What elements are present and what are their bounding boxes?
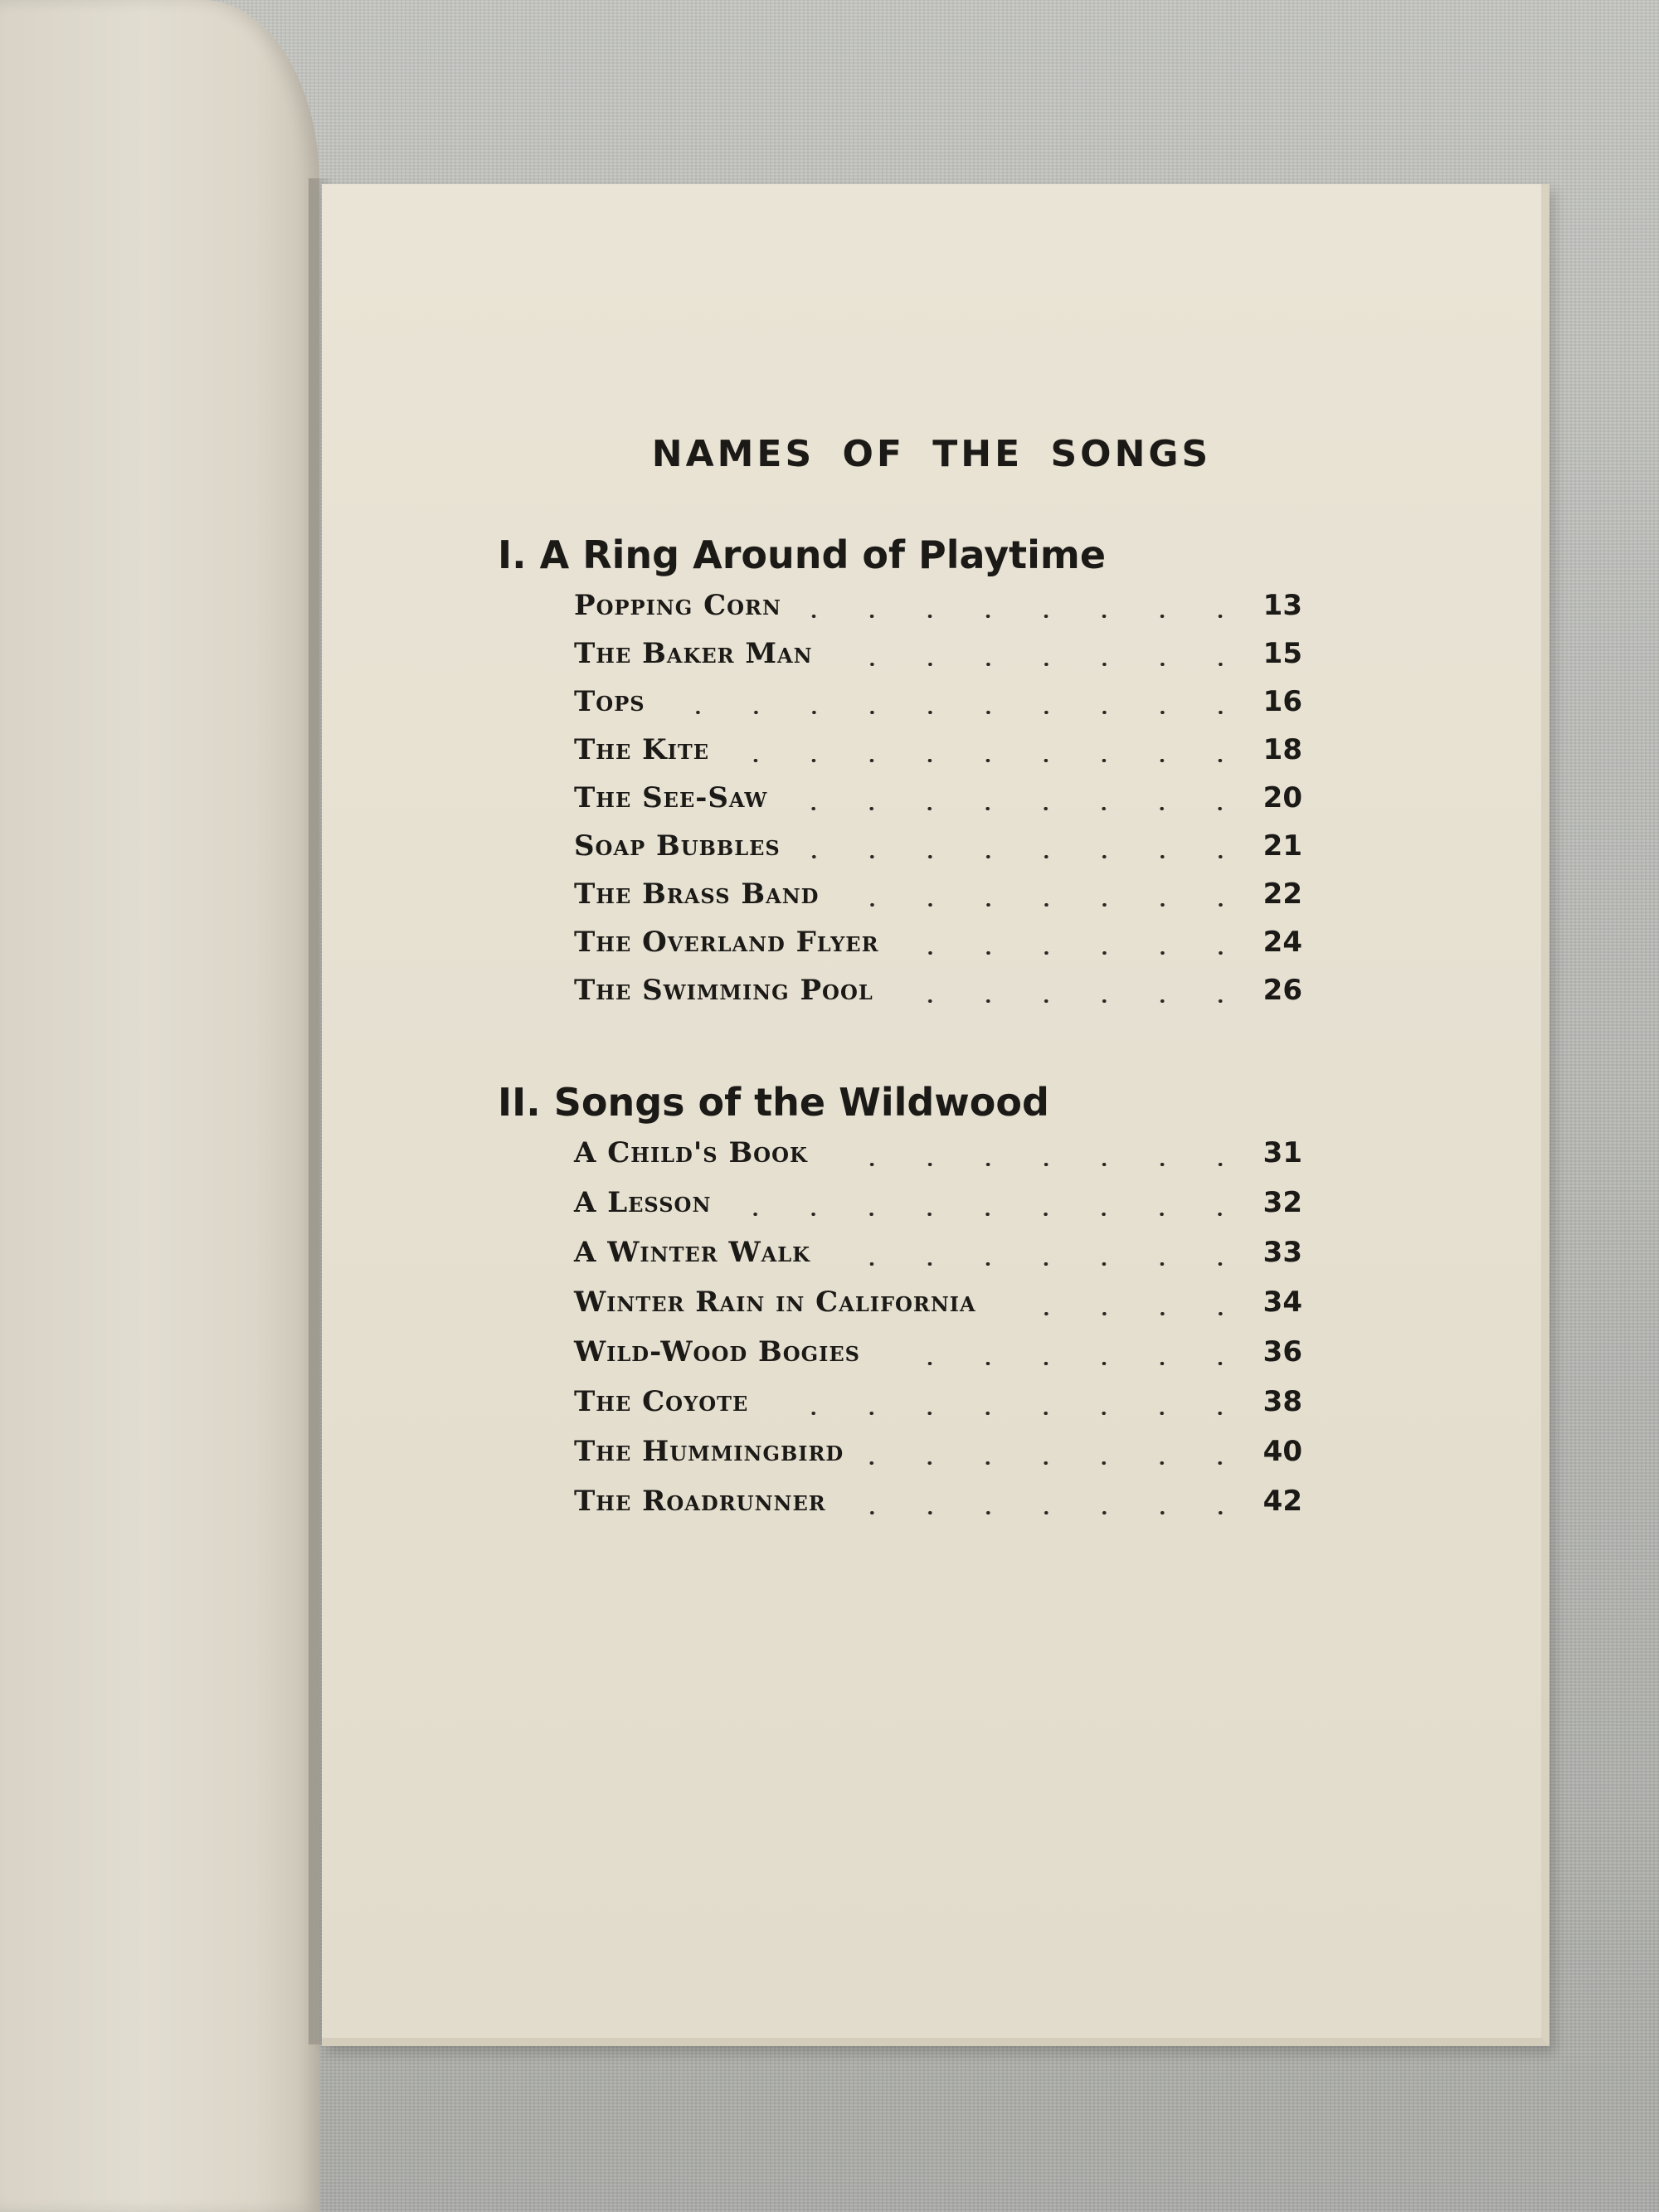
page-number: 38 xyxy=(1262,1385,1302,1418)
section-wildwood xyxy=(498,1080,1327,1534)
toc-entry xyxy=(574,1385,1302,1435)
toc-entry xyxy=(574,878,1302,926)
table-of-contents xyxy=(322,184,1541,2038)
dot-leader xyxy=(726,1213,1249,1216)
toc-entry xyxy=(574,781,1302,829)
song-title: The See-Saw xyxy=(574,781,768,814)
song-title: The Kite xyxy=(574,733,710,766)
toc-entry xyxy=(574,829,1302,878)
page-title: NAMES OF THE SONGS xyxy=(651,433,1212,475)
page-number: 18 xyxy=(1262,733,1302,766)
dot-leader xyxy=(795,855,1249,858)
toc-entry xyxy=(574,589,1302,637)
dot-leader xyxy=(823,1163,1249,1166)
dot-leader xyxy=(782,807,1249,810)
toc-entry xyxy=(574,1286,1302,1335)
page-number: 40 xyxy=(1262,1435,1302,1468)
song-title: The Swimming Pool xyxy=(574,974,873,1007)
toc-entry xyxy=(574,974,1302,1022)
page-number: 36 xyxy=(1262,1335,1302,1369)
toc-entry xyxy=(574,1236,1302,1286)
page-number: 15 xyxy=(1262,637,1302,670)
page-number: 13 xyxy=(1262,589,1302,622)
page-number: 24 xyxy=(1262,926,1302,959)
page-number: 20 xyxy=(1262,781,1302,814)
page-number: 32 xyxy=(1262,1186,1302,1219)
song-title: Wild-Wood Bogies xyxy=(574,1335,860,1369)
section-heading xyxy=(498,1080,1327,1125)
page-number: 42 xyxy=(1262,1485,1302,1518)
dot-leader xyxy=(859,1461,1249,1465)
page-number: 34 xyxy=(1262,1286,1302,1319)
toc-entry xyxy=(574,1136,1302,1186)
page-number: 21 xyxy=(1262,829,1302,863)
dot-leader xyxy=(660,711,1249,714)
section-title: Songs of the Wildwood xyxy=(553,1080,1049,1125)
song-title: A Child's Book xyxy=(574,1136,808,1169)
song-title: The Coyote xyxy=(574,1385,749,1418)
right-page xyxy=(322,184,1550,2046)
dot-leader xyxy=(841,1511,1249,1514)
toc-entry xyxy=(574,1435,1302,1485)
dot-leader xyxy=(796,615,1249,618)
section-playtime xyxy=(498,532,1327,1022)
song-title: Soap Bubbles xyxy=(574,829,781,863)
page-number: 31 xyxy=(1262,1136,1302,1169)
dot-leader xyxy=(894,951,1249,955)
toc-entry xyxy=(574,733,1302,781)
toc-entry xyxy=(574,926,1302,974)
toc-entry xyxy=(574,1335,1302,1385)
section-numeral: II. xyxy=(498,1080,541,1125)
song-title: A Lesson xyxy=(574,1186,712,1219)
song-title: Winter Rain in California xyxy=(574,1286,976,1319)
section-heading xyxy=(498,532,1327,577)
toc-entry xyxy=(574,637,1302,685)
toc-entry xyxy=(574,1485,1302,1534)
left-page xyxy=(0,0,319,2212)
toc-entry xyxy=(574,1186,1302,1236)
dot-leader xyxy=(828,663,1249,666)
page-number: 16 xyxy=(1262,685,1302,718)
dot-leader xyxy=(991,1312,1249,1315)
song-title: A Winter Walk xyxy=(574,1236,811,1269)
song-title: The Overland Flyer xyxy=(574,926,879,959)
page-number: 26 xyxy=(1262,974,1302,1007)
section-numeral: I. xyxy=(498,532,527,577)
song-title: Tops xyxy=(574,685,645,718)
dot-leader xyxy=(825,1262,1249,1266)
dot-leader xyxy=(888,999,1249,1003)
song-title: The Roadrunner xyxy=(574,1485,826,1518)
song-title: Popping Corn xyxy=(574,589,781,622)
song-title: The Baker Man xyxy=(574,637,813,670)
page-number: 22 xyxy=(1262,878,1302,911)
song-title: The Brass Band xyxy=(574,878,820,911)
section-title: A Ring Around of Playtime xyxy=(539,532,1107,577)
dot-leader xyxy=(724,759,1249,762)
entry-list xyxy=(574,589,1302,1022)
page-number: 33 xyxy=(1262,1236,1302,1269)
dot-leader xyxy=(763,1412,1249,1415)
toc-entry xyxy=(574,685,1302,733)
dot-leader xyxy=(834,903,1250,907)
dot-leader xyxy=(875,1362,1249,1365)
entry-list xyxy=(574,1136,1302,1534)
song-title: The Hummingbird xyxy=(574,1435,844,1468)
